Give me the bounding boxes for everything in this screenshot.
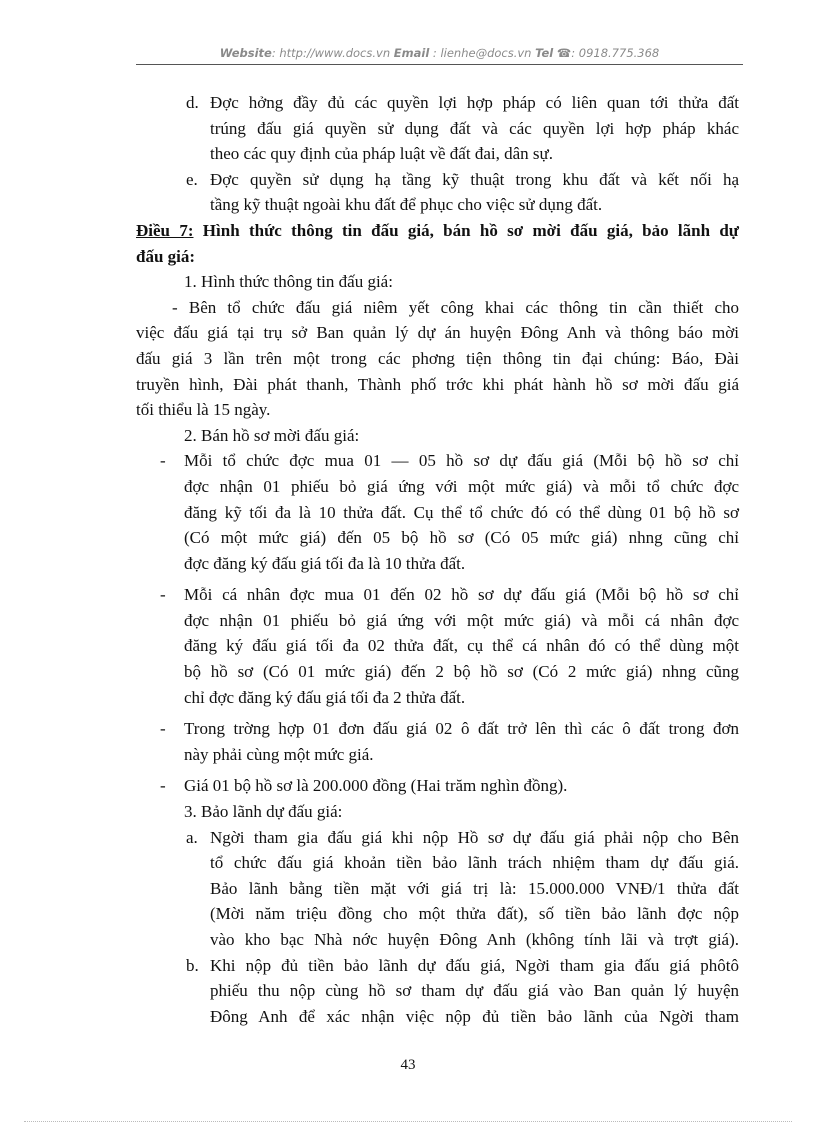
section-3-title: 3. Bảo lãnh dự đấu giá: <box>184 802 343 822</box>
item-a-line: (Mời năm triệu đồng cho một thửa đất), số tiền bảo lãnh đợc nộp <box>210 904 739 924</box>
section-1-title: 1. Hình thức thông tin đấu giá: <box>184 272 393 292</box>
bullet-1-line: đăng kỹ tối đa là 10 thửa đất. Cụ thể tổ chức đó có thể dùng 01 bộ hồ sơ <box>184 502 739 522</box>
item-a-line: Bảo lãnh bằng tiền mặt với giá trị là: 15.000.000 VNĐ/1 thửa đất <box>210 878 739 898</box>
tel-label: Tel <box>535 46 554 60</box>
bullet-4-line: Giá 01 bộ hồ sơ là 200.000 đồng (Hai trăm nghìn đồng). <box>184 776 568 796</box>
bullet-1-line: (Có một mức giá) đến 05 bộ hồ sơ (Có 05 mức giá) nhng cũng chỉ <box>184 528 739 548</box>
section-1-paragraph <box>136 295 739 423</box>
article-heading <box>136 218 739 269</box>
bullet-marker: - <box>160 585 166 605</box>
item-d <box>136 90 739 167</box>
footer-divider <box>24 1121 792 1122</box>
section-1-line: truyền hình, Đài phát thanh, Thành phố trớc khi phát hành hồ sơ mời đấu giá <box>136 374 739 394</box>
bullet-1-line: đợc đăng ký đấu giá tối đa là 10 thửa đất. <box>184 553 466 573</box>
item-a <box>136 825 739 953</box>
bullet-2-line: bộ hồ sơ (Có 01 mức giá) đến 2 bộ hồ sơ (Có 2 mức giá) nhng cũng <box>184 662 739 682</box>
bullet-2-line: đăng ký đấu giá tối đa 02 thửa đất, cụ thể cá nhân đó có thể dùng một <box>184 636 739 656</box>
item-e-line: Đợc quyền sử dụng hạ tầng kỹ thuật trong khu đất và kết nối hạ <box>210 169 739 189</box>
bullet-3-line: này phải cùng một mức giá. <box>184 744 374 764</box>
article-label: Điều 7: <box>136 220 194 240</box>
item-e <box>136 167 739 218</box>
item-b <box>136 953 739 1030</box>
email-label: Email <box>393 46 430 60</box>
document-body <box>136 90 739 1029</box>
item-d-line: theo các quy định của pháp luật về đất đai, dân sự. <box>210 144 553 164</box>
bullet-item-1 <box>136 448 739 576</box>
item-a-line: Ngời tham gia đấu giá khi nộp Hồ sơ dự đấu giá phải nộp cho Bên <box>210 827 739 847</box>
item-b-line: Khi nộp đủ tiền bảo lãnh dự đấu giá, Ngời tham gia đấu giá phôtô <box>210 955 739 975</box>
bullet-2-line: Mỗi cá nhân đợc mua 01 đến 02 hồ sơ dự đấu giá (Mỗi bộ hồ sơ chỉ <box>184 585 739 605</box>
section-1-line: - Bên tổ chức đấu giá niêm yết công khai các thông tin cần thiết cho <box>172 297 739 317</box>
section-1-line: việc đấu giá tại trụ sở Ban quản lý dự án huyện Đông Anh và thông báo mời <box>136 323 739 343</box>
bullet-item-4 <box>136 773 739 799</box>
website-value: : http://www.docs.vn <box>271 46 391 60</box>
item-a-line: tổ chức đấu giá khoản tiền bảo lãnh trách nhiệm tham dự đấu giá. <box>210 853 739 873</box>
bullet-1-line: Mỗi tổ chức đợc mua 01 — 05 hồ sơ dự đấu giá (Mỗi bộ hồ sơ chỉ <box>184 451 739 471</box>
bullet-2-line: chỉ đợc đăng ký đấu giá tối đa 2 thửa đất. <box>184 687 466 707</box>
item-e-label: e. <box>186 169 198 189</box>
item-d-line: Đợc hởng đầy đủ các quyền lợi hợp pháp có liên quan tới thửa đất <box>210 93 739 112</box>
section-1-line: đấu giá 3 lần trên một trong các phơng tiện thông tin đại chúng: Báo, Đài <box>136 348 739 368</box>
bullet-2-line: đợc nhận 01 phiếu bỏ giá ứng với một mức giá) và mỗi cá nhân đợc <box>184 610 739 630</box>
section-2-title: 2. Bán hồ sơ mời đấu giá: <box>184 425 360 445</box>
bullet-1-line: đợc nhận 01 phiếu bỏ giá ứng với một mức giá) và mỗi tổ chức đợc <box>184 476 739 496</box>
item-d-line: trúng đấu giá quyền sử dụng đất và các quyền lợi hợp pháp khác <box>210 118 739 138</box>
bullet-3-line: Trong trờng hợp 01 đơn đấu giá 02 ô đất trở lên thì các ô đất trong đơn <box>184 719 739 739</box>
tel-value: ☎: 0918.775.368 <box>556 46 660 60</box>
header-divider <box>136 64 743 65</box>
item-a-label: a. <box>186 827 198 847</box>
bullet-item-2 <box>136 582 739 710</box>
item-e-line: tầng kỹ thuật ngoài khu đất để phục cho việc sử dụng đất. <box>210 195 603 215</box>
bullet-marker: - <box>160 451 166 471</box>
bullet-marker: - <box>160 776 166 796</box>
article-title-line1: Hình thức thông tin đấu giá, bán hồ sơ mời đấu giá, bảo lãnh dự <box>193 220 739 240</box>
item-b-line: phiếu thu nộp cùng hồ sơ tham dự đấu giá vào Ban quản lý huyện <box>210 981 739 1001</box>
item-d-label: d. <box>186 93 199 112</box>
website-label: Website <box>219 46 272 60</box>
bullet-marker: - <box>160 719 166 739</box>
bullet-item-3 <box>136 716 739 767</box>
item-b-label: b. <box>186 955 199 975</box>
item-a-line: vào kho bạc Nhà nớc huyện Đông Anh (không tính lãi và trợt giá). <box>210 930 739 949</box>
page-header <box>136 46 743 60</box>
email-value: : lienhe@docs.vn <box>432 46 532 60</box>
page-number: 43 <box>400 1057 416 1073</box>
article-title-line2: đấu giá: <box>136 246 196 266</box>
item-b-line: Đông Anh để xác nhận việc nộp đủ tiền bảo lãnh của Ngời tham <box>210 1006 739 1026</box>
section-1-line: tối thiểu là 15 ngày. <box>136 400 271 420</box>
